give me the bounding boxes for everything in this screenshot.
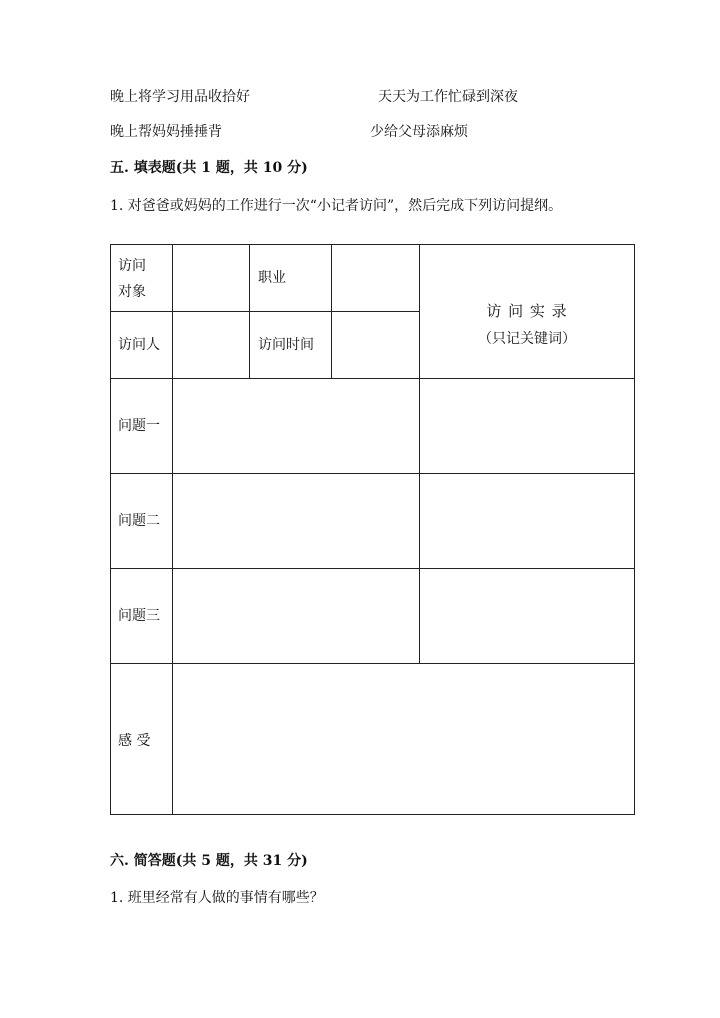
section-title: 六. 简答题(共 5 题，共 31 分) <box>110 853 308 869</box>
record-note: （只记关键词） <box>478 331 576 347</box>
question-text: 1. 对爸爸或妈妈的工作进行一次“小记者访问”，然后完成下列访问提纲。 <box>110 198 563 214</box>
section-title: 五. 填表题(共 1 题，共 10 分) <box>110 160 308 176</box>
interviewer-label: 访问人 <box>118 337 160 353</box>
option-text: 晚上将学习用品收拾好 <box>110 89 250 105</box>
record-title: 访 问 实 录 <box>486 302 568 320</box>
question-1-label: 问题一 <box>118 418 160 434</box>
option-text: 少给父母添麻烦 <box>370 124 468 140</box>
interview-time-label: 访问时间 <box>258 337 314 353</box>
option-text: 晚上帮妈妈捶捶背 <box>110 124 222 140</box>
feelings-label: 感 受 <box>118 733 151 749</box>
interviewee-label: 访问 对象 <box>118 258 146 300</box>
question-2-label: 问题二 <box>118 513 160 529</box>
interview-table <box>110 244 635 815</box>
occupation-label: 职业 <box>258 270 286 286</box>
option-text: 天天为工作忙碌到深夜 <box>378 89 518 105</box>
question-text: 1. 班里经常有人做的事情有哪些？ <box>110 890 324 906</box>
question-3-label: 问题三 <box>118 608 160 624</box>
